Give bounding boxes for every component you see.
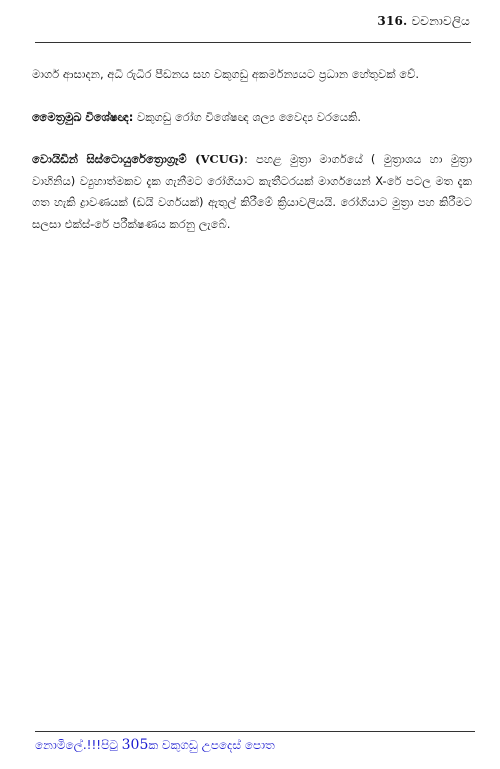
section-title: වචනාවලිය — [411, 14, 470, 28]
glossary-entry-nephrologist — [32, 107, 472, 129]
glossary-term: මෛත්‍රමුඛ විශේෂඥ: — [32, 109, 134, 124]
paragraph-1-text: මාර්ග ආසාදන, අධි රුධිර පීඩනය සහ වකුගඩු අකර්මන්‍යයට ප්‍රධාන හේතුවක් වේ. — [32, 67, 420, 81]
paragraph-1 — [32, 64, 472, 86]
footer-divider — [35, 731, 475, 732]
footer-prefix: නොමිලේ.!!!පිටු — [35, 738, 122, 752]
page-body — [32, 64, 472, 257]
page-footer — [35, 737, 275, 753]
glossary-definition: : පහළ මුත්‍රා මාර්ගයේ ( මුත්‍රාශය හා මුත්‍රා වාහිනිය) ව්‍යුහාත්මකව දැක ගැනීමට රෝගියාට කැතීටරයක් මාර්ගයෙන් X-රේ පටල මත දැක ගත හැකි ද්‍රාවණයක් (ඩයි වර්ගයක්) ඇතුල් කිරීමේ ක්‍රියාවලියයි. රෝගියාට මුත්‍රා පහ කිරීමට සලසා එක්ස්-රේ පරීක්ෂණය කරනු ලැබේ. — [32, 152, 473, 231]
footer-page-count: 305 — [121, 737, 149, 753]
header-divider — [35, 42, 471, 43]
glossary-term: වොයිඩින් සිස්ටොයුරේත්‍රොග්‍රෑම් — [32, 152, 187, 167]
glossary-entry-vcug — [32, 149, 472, 235]
glossary-term-abbrev: (VCUG) — [186, 152, 244, 167]
page-number: 316. — [377, 14, 408, 28]
glossary-definition: වකුගඩු රෝග විශේෂඥ ශල්‍ය වෛද්‍ය වරයෙකි. — [133, 109, 362, 124]
page-header — [377, 14, 470, 29]
footer-suffix: ක වකුගඩු උපදෙස් පොත — [148, 738, 275, 752]
